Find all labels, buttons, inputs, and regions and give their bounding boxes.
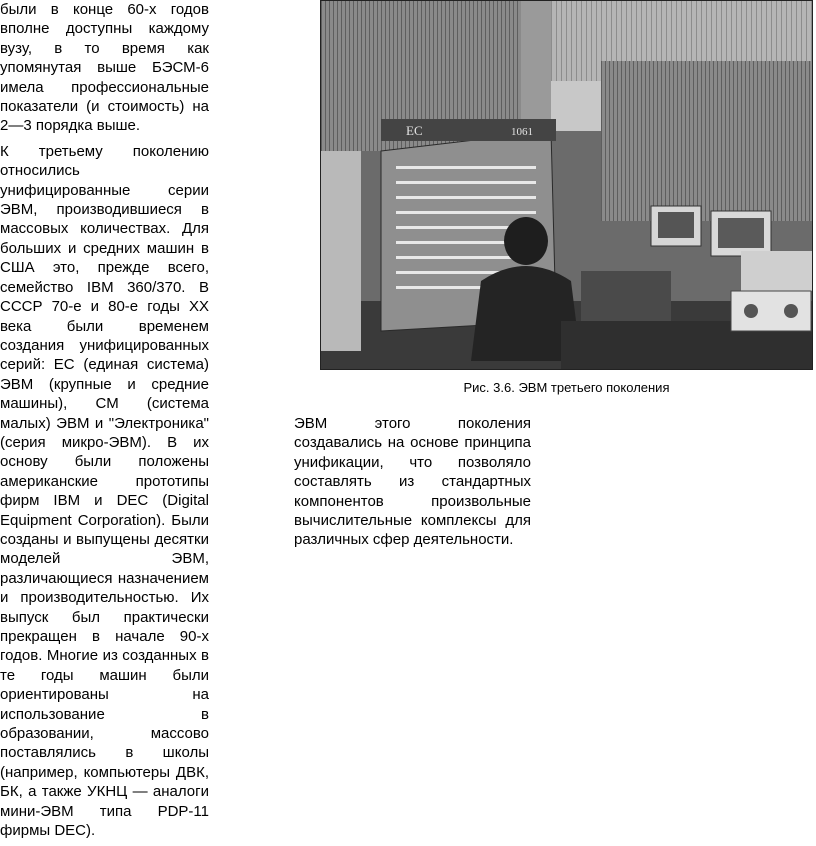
tape-unit (731, 291, 811, 331)
tape-reel-2 (784, 304, 798, 318)
computer-room-illustration (321, 1, 813, 370)
paragraph-besm: были в конце 60-х годов вполне доступны каждому вузу, в то время как упомянутая выше БЭСМ-6 имела профессиональные показатели (и стоимость) на 2—3 порядка выше. (0, 1, 209, 135)
terminal-1-screen (658, 212, 694, 238)
left-text-column (0, 0, 209, 846)
terminal-2-screen (718, 218, 764, 248)
left-cabinet (321, 151, 361, 351)
figure-caption: Рис. 3.6. ЭВМ третьего поколения (463, 380, 670, 395)
console-label-es: ЕС (406, 123, 423, 138)
tape-reel-1 (744, 304, 758, 318)
paragraph-third-generation: К третьему поколению относились унифицированные серии ЭВМ, производившиеся в массовых количествах. Для больших и средних машин в США это, прежде всего, семейство IBM 360/370. В СССР 70-е и 80-е годы XX века были временем создания унифицированных серий: ЕС (единая система) ЭВМ (крупные и средние машины), СМ (система малых) ЭВМ и "Электроника" (серия микро-ЭВМ). В их основу были положены американские прототипы фирм IBM и DEC (Digital Equipment Corporation). Были созданы и выпущены десятки моделей ЭВМ, различающиеся назначением и производительностью. Их выпуск был практически прекращен в начале 90-х годов. Многие из созданных в те годы машин были ориентированы на использование в образовании, массово поставлялись в школы (например, компьютеры ДВК, БК, а также УКНЦ — аналоги мини-ЭВМ типа PDP-11 фирмы DEC). (0, 142, 209, 840)
printer-stack (741, 251, 813, 291)
figure-photo-es-1061 (320, 0, 813, 370)
right-text-block (294, 414, 531, 550)
operator-head (504, 217, 548, 265)
right-wall-panels (601, 61, 813, 221)
console-label-model: 1061 (511, 126, 533, 138)
paragraph-unification: ЭВМ этого поколения создавались на основе принципа унификации, что позволяло составлять из стандартных компонентов произвольные вычислительные комплексы для различных сфер деятельности. (294, 415, 531, 549)
